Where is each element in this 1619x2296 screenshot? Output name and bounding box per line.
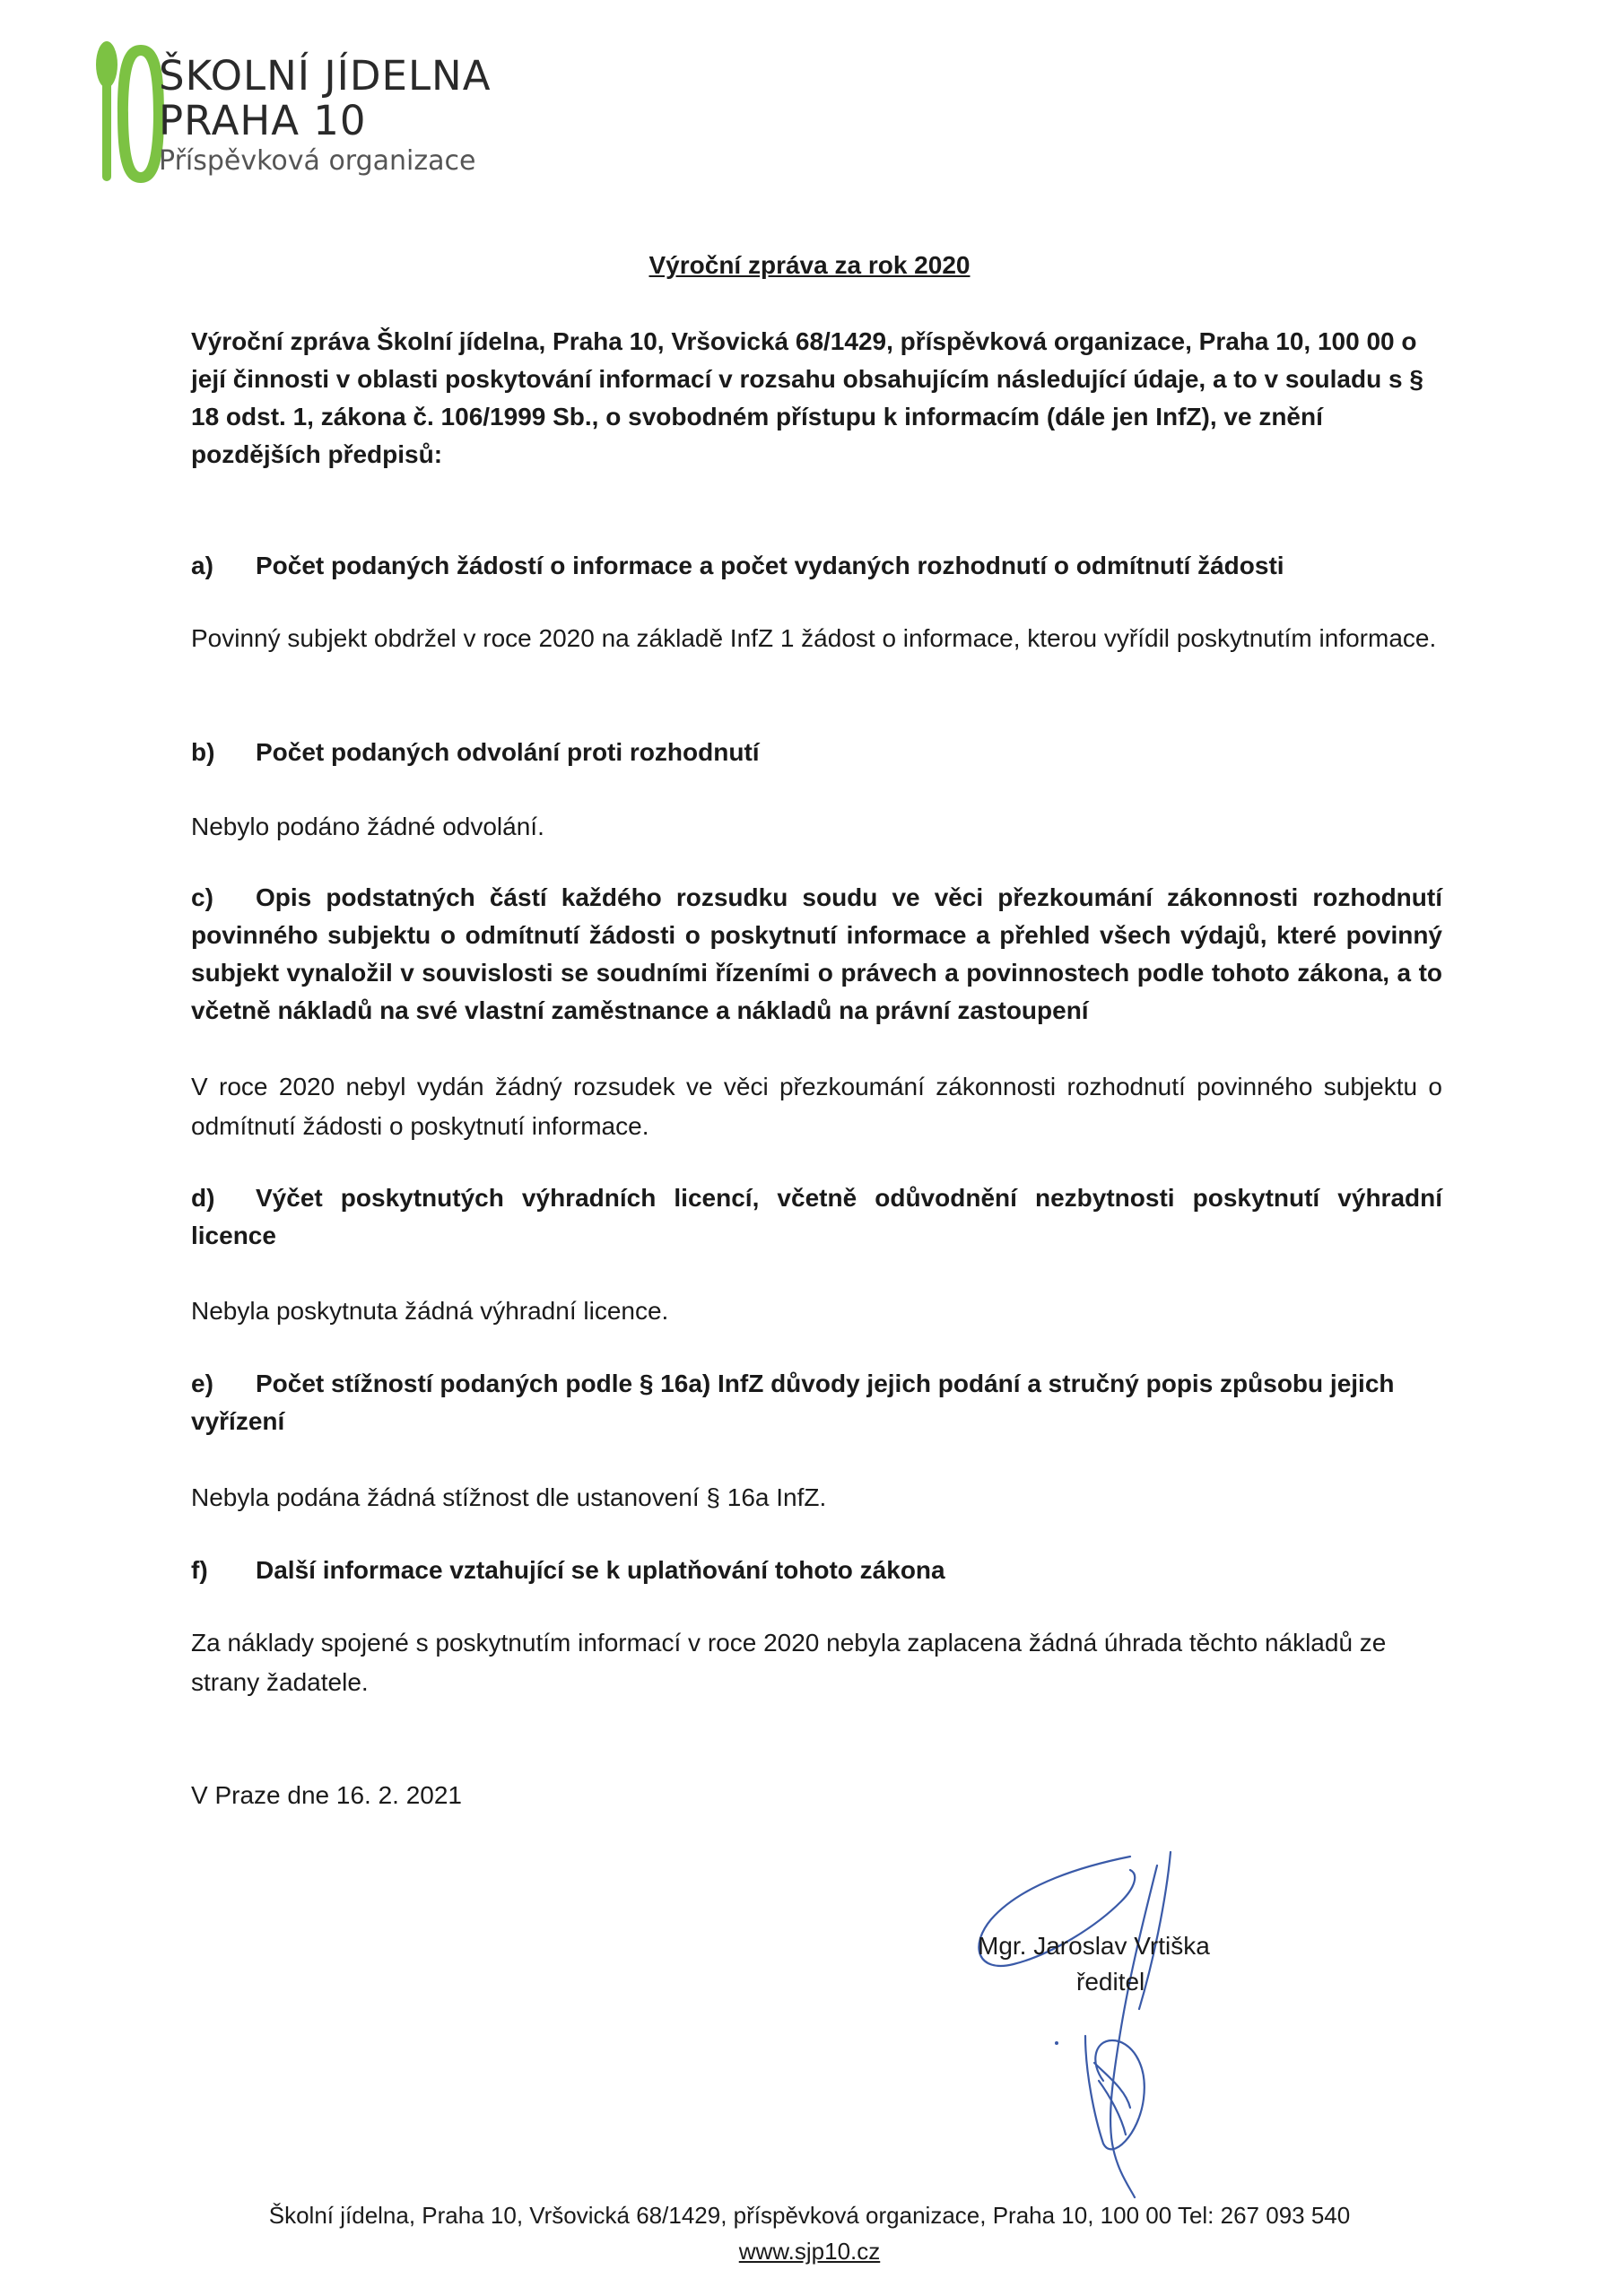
letterhead-logo xyxy=(94,36,561,188)
section-f-heading xyxy=(191,1552,1442,1589)
section-b-heading xyxy=(191,734,1442,771)
document-title: Výroční zpráva za rok 2020 xyxy=(648,251,971,279)
section-d-text: Nebyla poskytnuta žádná výhradní licence. xyxy=(191,1297,669,1325)
section-d-heading xyxy=(191,1179,1442,1255)
section-b-text: Nebylo podáno žádné odvolání. xyxy=(191,813,544,840)
place-date: V Praze dne 16. 2. 2021 xyxy=(191,1781,462,1809)
signatory-role: ředitel xyxy=(1076,1968,1145,1996)
spoon-and-zero-logo-icon xyxy=(94,36,166,188)
section-letter: b) xyxy=(191,738,215,766)
section-c-text: V roce 2020 nebyl vydán žádný rozsudek ve věci přezkoumání zákonnosti rozhodnutí povinného subjektu o odmítnutí žádosti o poskytnutí informace. xyxy=(191,1073,1442,1140)
section-heading-text: Další informace vztahující se k uplatňování tohoto zákona xyxy=(256,1556,945,1584)
section-heading-text: Opis podstatných částí každého rozsudku soudu ve věci přezkoumání zákonnosti rozhodnutí povinného subjektu o odmítnutí žádosti o poskytnutí informace a přehled všech výdajů, které povinný subjekt vynaložil v souvislosti se soudními řízeními o právech a povinnostech podle tohoto zákona, a to včetně nákladů na své vlastní zaměstnance a nákladů na právní zastoupení xyxy=(191,883,1442,1024)
section-heading-text: Výčet poskytnutých výhradních licencí, včetně odůvodnění nezbytnosti poskytnutí výhradní licence xyxy=(191,1184,1442,1249)
section-letter: a) xyxy=(191,552,213,579)
section-heading-text: Počet podaných odvolání proti rozhodnutí xyxy=(256,738,760,766)
footer-address: Školní jídelna, Praha 10, Vršovická 68/1429, příspěvková organizace, Praha 10, 100 00 Tel: 267 093 540 xyxy=(268,2202,1351,2229)
letterhead-title-line1: ŠKOLNÍ JÍDELNA xyxy=(159,52,492,100)
handwritten-signature xyxy=(951,1848,1220,2206)
section-letter: e) xyxy=(191,1370,213,1397)
signatory-name: Mgr. Jaroslav Vrtiška xyxy=(978,1932,1210,1960)
section-heading-text: Počet stížností podaných podle § 16a) InfZ důvody jejich podání a stručný popis způsobu jejich vyřízení xyxy=(191,1370,1395,1435)
section-a-heading xyxy=(191,547,1442,585)
section-c-heading xyxy=(191,879,1442,1030)
section-a-text: Povinný subjekt obdržel v roce 2020 na základě InfZ 1 žádost o informace, kterou vyřídil poskytnutím informace. xyxy=(191,624,1437,652)
section-heading-text: Počet podaných žádostí o informace a počet vydaných rozhodnutí o odmítnutí žádosti xyxy=(256,552,1284,579)
letterhead-subtitle: Příspěvková organizace xyxy=(159,145,476,177)
section-letter: c) xyxy=(191,883,213,911)
letterhead-title-line2: PRAHA 10 xyxy=(159,97,367,144)
section-letter: d) xyxy=(191,1184,215,1212)
section-letter: f) xyxy=(191,1556,208,1584)
section-e-heading xyxy=(191,1365,1442,1440)
intro-paragraph: Výroční zpráva Školní jídelna, Praha 10, Vršovická 68/1429, příspěvková organizace, Praha 10, 100 00 o její činnosti v oblasti poskytování informací v rozsahu obsahujícím následující údaje, a to v souladu s § 18 odst. 1, zákona č. 106/1999 Sb., o svobodném přístupu k informacím (dále jen InfZ), ve znění pozdějších předpisů: xyxy=(191,327,1423,468)
section-f-text: Za náklady spojené s poskytnutím informací v roce 2020 nebyla zaplacena žádná úhrada těchto nákladů ze strany žadatele. xyxy=(191,1629,1387,1696)
footer-website-link[interactable]: www.sjp10.cz xyxy=(738,2238,881,2265)
footer xyxy=(0,2197,1619,2269)
section-e-text: Nebyla podána žádná stížnost dle ustanovení § 16a InfZ. xyxy=(191,1483,827,1511)
